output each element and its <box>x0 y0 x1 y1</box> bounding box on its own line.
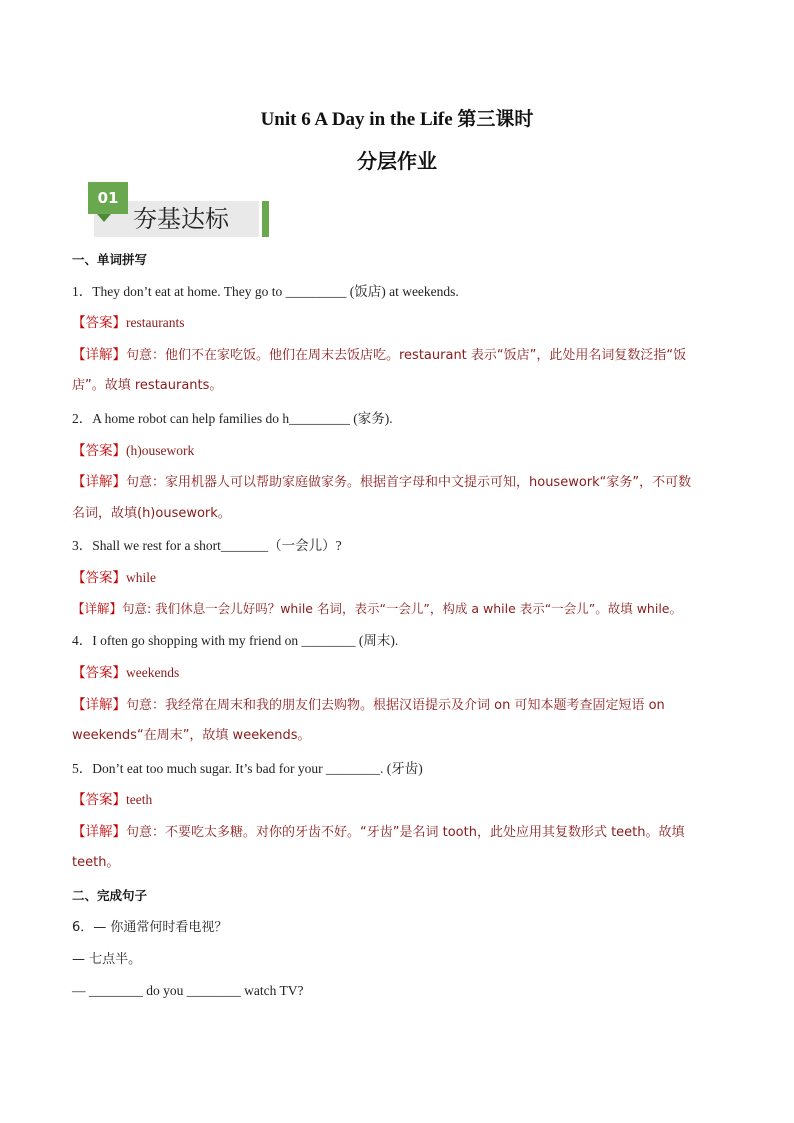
detail-text: 句意：他们不在家吃饭。他们在周末去饭店吃。restaurant 表示“饭店”，此处用名词复数泛指“饭 <box>126 348 687 363</box>
answer-line <box>72 568 732 588</box>
detail-line <box>72 472 732 493</box>
detail-text: teeth。 <box>72 855 120 870</box>
detail-tag: 【详解】 <box>72 474 126 490</box>
detail-tag: 【详解】 <box>72 347 126 363</box>
answer-tag: 【答案】 <box>72 665 126 681</box>
question-text: 4．I often go shopping with my friend on ________ (周末). <box>72 633 399 648</box>
answer-tag: 【答案】 <box>72 315 126 331</box>
page-title: Unit 6 A Day in the Life 第三课时 <box>260 109 534 130</box>
answer-line <box>72 313 732 333</box>
detail-line <box>72 345 732 366</box>
question-text: 5．Don’t eat too much sugar. It’s bad for your ________. (牙齿) <box>72 761 423 776</box>
section-badge <box>88 182 272 238</box>
detail-tag: 【详解】 <box>72 601 123 616</box>
badge-tail <box>97 214 111 222</box>
question-text: — 七点半。 <box>72 952 142 967</box>
question-text: — ________ do you ________ watch TV? <box>72 983 304 998</box>
question-text: 3．Shall we rest for a short_______（一会儿）? <box>72 538 342 553</box>
detail-line <box>72 599 732 619</box>
badge-bar <box>262 201 269 237</box>
page-subtitle: 分层作业 <box>357 149 437 173</box>
answer-tag: 【答案】 <box>72 792 126 808</box>
detail-line <box>72 822 732 843</box>
answer-line <box>72 663 732 683</box>
detail-tag: 【详解】 <box>72 824 126 840</box>
question-text: 1．They don’t eat at home. They go to _________ (饭店) at weekends. <box>72 284 459 299</box>
detail-text: 名词，故填(h)ousework。 <box>72 506 231 521</box>
detail-text: 句意: 我们休息一会儿好吗？while 名词，表示“一会儿”，构成 a while 表示“一会儿”。故填 while。 <box>122 601 682 616</box>
badge-label: 夯基达标 <box>133 205 229 233</box>
answer-value: weekends <box>126 665 180 680</box>
detail-tag: 【详解】 <box>72 697 126 713</box>
detail-text: 句意：不要吃太多糖。对你的牙齿不好。“牙齿”是名词 tooth，此处应用其复数形式 teeth。故填 <box>126 825 685 840</box>
answer-value: while <box>126 570 156 585</box>
detail-text: 句意：家用机器人可以帮助家庭做家务。根据首字母和中文提示可知，housework“家务”，不可数 <box>126 475 692 490</box>
section-title: 一、单词拼写 <box>72 252 148 267</box>
badge-number: 01 <box>88 182 128 214</box>
answer-value: teeth <box>126 792 153 807</box>
answer-value: (h)ousework <box>126 443 195 458</box>
answer-line <box>72 441 732 461</box>
question-text: 6．— 你通常何时看电视？ <box>72 920 228 935</box>
answer-tag: 【答案】 <box>72 443 126 459</box>
detail-text: weekends“在周末”，故填 weekends。 <box>72 728 311 743</box>
detail-text: 店”。故填 restaurants。 <box>72 378 223 393</box>
answer-value: restaurants <box>126 315 185 330</box>
answer-line <box>72 790 732 810</box>
detail-text: 句意：我经常在周末和我的朋友们去购物。根据汉语提示及介词 on 可知本题考查固定短语 on <box>126 698 665 713</box>
section-title: 二、完成句子 <box>72 888 148 903</box>
question-text: 2．A home robot can help families do h_________ (家务). <box>72 411 393 426</box>
detail-line <box>72 695 732 716</box>
answer-tag: 【答案】 <box>72 570 126 586</box>
